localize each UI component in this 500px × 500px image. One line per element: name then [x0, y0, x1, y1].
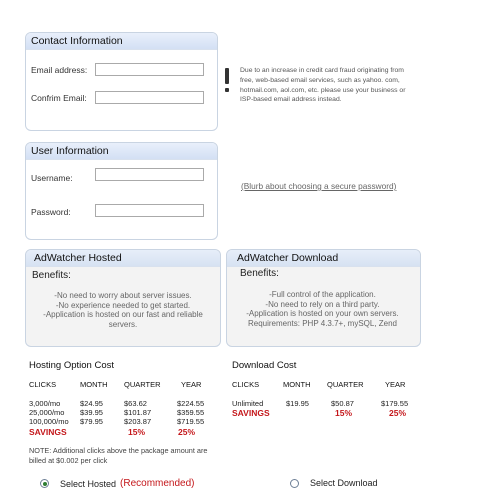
- hosted-benefit-item: -No experience needed to get started.: [55, 300, 191, 310]
- hosting-col-year: YEAR: [181, 380, 202, 389]
- download-benefits-title: Benefits:: [240, 268, 279, 279]
- table-cell: $24.95: [80, 399, 103, 408]
- download-savings-year: 25%: [389, 408, 407, 418]
- adwatcher-hosted-title: AdWatcher Hosted: [26, 250, 220, 267]
- email-address-label: Email address:: [31, 65, 88, 75]
- hosted-benefit-item: -No need to worry about server issues.: [54, 291, 192, 300]
- download-benefit-item: -Full control of the application.: [269, 290, 376, 299]
- exclamation-icon: [220, 65, 234, 95]
- hosted-radio-button[interactable]: [40, 479, 49, 488]
- table-cell: $719.55: [177, 417, 205, 426]
- hosting-savings-quarter: 15%: [128, 427, 146, 437]
- hosting-month-column: [80, 399, 103, 426]
- hosting-clicks-column: [29, 399, 69, 426]
- hosting-savings-year: 25%: [178, 427, 196, 437]
- download-cost-title: Download Cost: [232, 360, 297, 371]
- hosting-col-month: MONTH: [80, 380, 108, 389]
- hosting-savings-label: SAVINGS: [29, 427, 67, 437]
- table-cell: $50.87: [331, 399, 354, 408]
- email-address-input[interactable]: [95, 63, 204, 76]
- hosted-benefits-title: Benefits:: [32, 270, 71, 281]
- password-blurb-link[interactable]: (Blurb about choosing a secure password): [241, 181, 397, 191]
- table-cell: 25,000/mo: [29, 408, 65, 417]
- username-input[interactable]: [95, 168, 204, 181]
- confirm-email-label: Confrim Email:: [31, 93, 87, 103]
- table-cell: 3,000/mo: [29, 399, 61, 408]
- table-cell: $19.95: [286, 399, 309, 408]
- table-cell: $79.95: [80, 417, 103, 426]
- select-hosted-option[interactable]: [40, 478, 195, 489]
- table-cell: $203.87: [124, 417, 152, 426]
- select-download-option[interactable]: [290, 478, 378, 488]
- download-savings-quarter: 15%: [335, 408, 353, 418]
- download-benefits-list: [226, 290, 419, 328]
- user-information-panel: [25, 142, 218, 240]
- select-download-label: Select Download: [310, 478, 378, 488]
- download-savings-label: SAVINGS: [232, 408, 270, 418]
- table-cell: Unlimited: [232, 399, 264, 408]
- table-cell: $39.95: [80, 408, 103, 417]
- hosting-quarter-column: [124, 399, 151, 426]
- hosting-col-clicks: CLICKS: [29, 380, 57, 389]
- hosting-cost-title: Hosting Option Cost: [29, 360, 115, 371]
- additional-clicks-note: NOTE: Additional clicks above the package amount are billed at $0.002 per click: [29, 446, 208, 465]
- table-cell: $224.55: [177, 399, 205, 408]
- table-cell: $101.87: [124, 408, 152, 417]
- hosting-col-quarter: QUARTER: [124, 380, 161, 389]
- confirm-email-input[interactable]: [95, 91, 204, 104]
- table-cell: $359.55: [177, 408, 205, 417]
- contact-information-panel: [25, 32, 218, 131]
- download-requirements: Requirements: PHP 4.3.7+, mySQL, Zend: [247, 318, 398, 328]
- email-fraud-notice: Due to an increase in credit card fraud originating from free, web-based email services, such as yahoo. com, hotmail.com, aol.com, etc. please use your business or ISP-based email address instead.: [240, 67, 406, 104]
- recommended-label: (Recommended): [120, 478, 195, 489]
- download-col-clicks: CLICKS: [232, 380, 260, 389]
- password-label: Password:: [31, 207, 71, 217]
- hosted-benefits-list: [28, 291, 218, 329]
- table-cell: 100,000/mo: [29, 417, 69, 426]
- download-radio-button[interactable]: [290, 479, 299, 488]
- hosting-year-column: [177, 399, 204, 426]
- user-information-title: User Information: [26, 143, 217, 160]
- table-cell: $179.55: [381, 399, 409, 408]
- password-input[interactable]: [95, 204, 204, 217]
- select-hosted-label: Select Hosted: [60, 478, 117, 489]
- hosted-benefit-item: -Application is hosted on our fast and reliable servers.: [43, 310, 203, 329]
- download-benefit-item: -No need to rely on a third party.: [265, 299, 380, 309]
- download-benefit-item: -Application is hosted on your own servers.: [246, 309, 399, 318]
- contact-information-title: Contact Information: [26, 33, 217, 50]
- username-label: Username:: [31, 173, 73, 183]
- download-col-year: YEAR: [385, 380, 406, 389]
- download-col-month: MONTH: [283, 380, 311, 389]
- adwatcher-download-title: AdWatcher Download: [227, 250, 420, 267]
- radio-selected-dot: [43, 482, 47, 486]
- download-col-quarter: QUARTER: [327, 380, 364, 389]
- table-cell: $63.62: [124, 399, 147, 408]
